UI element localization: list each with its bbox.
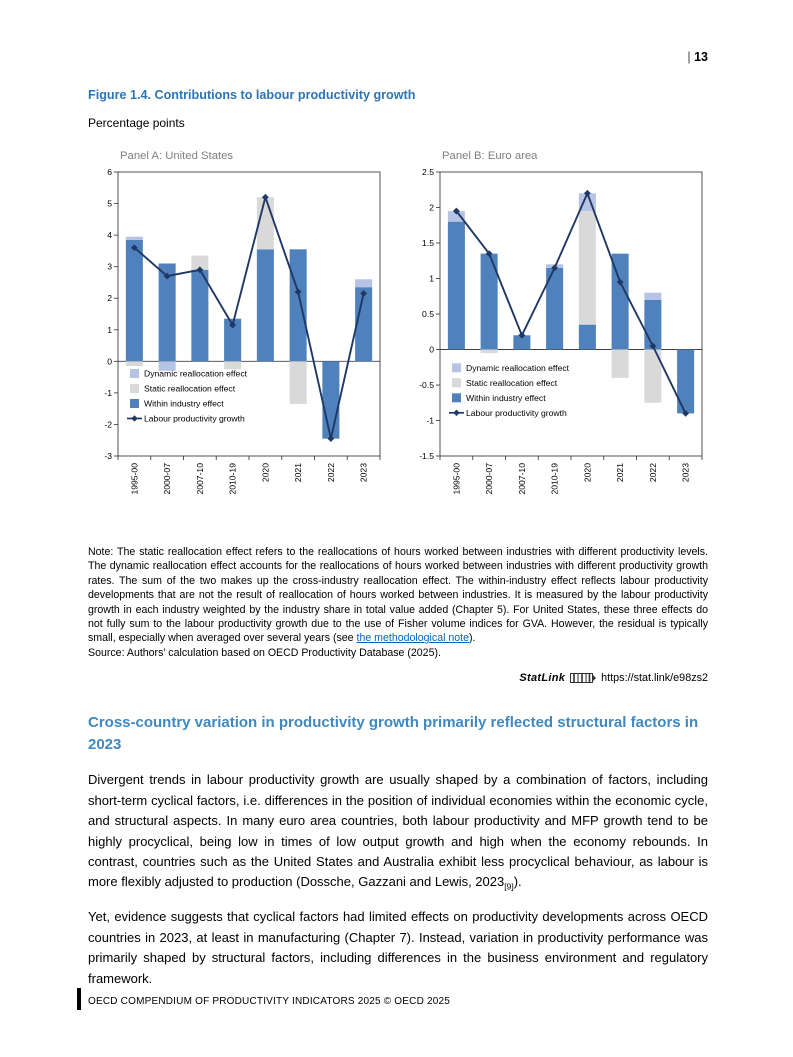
svg-text:1995-00: 1995-00 (129, 463, 140, 495)
note-text: The static reallocation effect refers to the reallocations of hours worked between industries with different productivity levels. The dynamic reallocation effect accounts for the reallocations of hours worked between industries with different productivity growth rates. The sum of the two makes up the cross-industry reallocation effect. The within-industry effect reflects labour productivity developments that are not the result of reallocation of hours worked between industries. It is measured by the labour productivity growth in each industry weighted by the industry share in total value added (Chapter 5). For United States, these three effects do not fully sum to the labour productivity growth due to the use of Fisher volume indices for GVA. However, the residual is typically small, especially when averaged over several years (see (88, 546, 708, 645)
svg-text:Labour productivity growth: Labour productivity growth (466, 407, 567, 418)
figure-source (88, 646, 708, 661)
svg-text:2021: 2021 (293, 463, 304, 483)
para1-text: Divergent trends in labour productivity growth are usually shaped by a combination of factors, including short-term cyclical factors, i.e. differences in the position of individual economies within the economic cycle, and structural aspects. In many euro area countries, both labour productivity and MFP growth tend to be highly procyclical, being low in times of low output growth and high when the economy rebounds. In contrast, countries such as the United States and Australia exhibit less procyclical behaviour, as labour is more flexibly adjusted to production (Dossche, Gazzani and Lewis, 2023 (88, 772, 708, 890)
svg-text:2010-19: 2010-19 (549, 463, 560, 495)
svg-text:1995-00: 1995-00 (451, 463, 462, 495)
page-number-separator: | (687, 50, 691, 64)
note-label: Note: (88, 546, 114, 558)
figure-charts (88, 150, 708, 521)
svg-text:Static reallocation effect: Static reallocation effect (144, 383, 236, 394)
page-content (88, 88, 708, 989)
footer-margin-mark (77, 988, 81, 1010)
source-label: Source: (88, 646, 125, 659)
svg-text:Labour productivity growth: Labour productivity growth (144, 413, 245, 424)
svg-text:Dynamic reallocation effect: Dynamic reallocation effect (144, 368, 248, 379)
page-number: 13 (694, 50, 708, 64)
svg-text:2023: 2023 (680, 463, 691, 483)
svg-text:Within industry effect: Within industry effect (144, 398, 224, 409)
source-text: Authors’ calculation based on OECD Productivity Database (2025). (124, 646, 441, 659)
page-header (687, 50, 708, 64)
svg-text:2020: 2020 (582, 463, 593, 483)
chart-panel-b (410, 150, 708, 521)
svg-text:2000-07: 2000-07 (162, 463, 173, 495)
svg-text:1.5: 1.5 (422, 238, 434, 248)
panel-b-chart (410, 164, 708, 516)
section-heading: Cross-country variation in productivity growth primarily reflected structural factors in 2023 (88, 714, 699, 754)
statlink-label: StatLink (519, 672, 566, 685)
svg-text:0: 0 (429, 344, 434, 355)
page-footer: OECD COMPENDIUM OF PRODUCTIVITY INDICATORS 2025 © OECD 2025 (88, 996, 451, 1007)
svg-text:-3: -3 (104, 451, 112, 461)
panel-b-title: Panel B: Euro area (442, 150, 538, 162)
figure-note (88, 545, 708, 646)
citation-ref-9[interactable]: [9] (504, 882, 514, 893)
svg-text:2020: 2020 (260, 463, 271, 483)
svg-text:-1: -1 (104, 387, 112, 398)
methodological-note-link[interactable]: the methodological note (356, 632, 470, 645)
svg-text:2.5: 2.5 (422, 167, 434, 177)
svg-text:1: 1 (429, 273, 434, 284)
svg-text:2022: 2022 (325, 463, 336, 483)
body-paragraph-1 (88, 770, 708, 897)
note-text-end: ). (469, 632, 476, 645)
figure-subtitle: Percentage points (88, 116, 185, 130)
svg-text:2: 2 (429, 202, 434, 213)
svg-text:2: 2 (107, 293, 112, 304)
svg-text:0.5: 0.5 (422, 309, 434, 319)
svg-text:-0.5: -0.5 (419, 380, 434, 390)
svg-text:2021: 2021 (615, 463, 626, 483)
statlink-icon (570, 672, 596, 684)
svg-text:2007-10: 2007-10 (194, 463, 205, 495)
svg-text:-1.5: -1.5 (419, 451, 434, 461)
svg-text:-2: -2 (104, 419, 112, 430)
svg-text:Static reallocation effect: Static reallocation effect (466, 377, 558, 388)
svg-text:2000-07: 2000-07 (484, 463, 495, 495)
svg-text:1: 1 (107, 324, 112, 335)
panel-a-chart (88, 164, 386, 516)
figure-title: Figure 1.4. Contributions to labour productivity growth (88, 88, 416, 102)
svg-text:2023: 2023 (358, 463, 369, 483)
svg-text:Dynamic reallocation effect: Dynamic reallocation effect (466, 362, 570, 373)
svg-text:Within industry effect: Within industry effect (466, 392, 546, 403)
svg-text:5: 5 (107, 198, 112, 209)
svg-text:2022: 2022 (647, 463, 658, 483)
svg-text:3: 3 (107, 261, 112, 272)
para1-suffix: ). (513, 874, 522, 890)
statlink-url[interactable]: https://stat.link/e98zs2 (601, 672, 708, 685)
body-paragraph-2: Yet, evidence suggests that cyclical factors had limited effects on productivity developments across OECD countries in 2023, at least in manufacturing (Chapter 7). Instead, variation in productivity performance was primarily shaped by structural factors, including differences in the business environment and regulatory framework. (88, 909, 708, 986)
svg-text:-1: -1 (426, 415, 434, 426)
svg-text:2010-19: 2010-19 (227, 463, 238, 495)
svg-text:4: 4 (107, 230, 112, 241)
svg-text:2007-10: 2007-10 (516, 463, 527, 495)
panel-a-title: Panel A: United States (120, 150, 234, 162)
statlink-row (88, 672, 708, 684)
svg-text:6: 6 (107, 167, 112, 177)
chart-panel-a (88, 150, 386, 521)
svg-text:0: 0 (107, 356, 112, 367)
